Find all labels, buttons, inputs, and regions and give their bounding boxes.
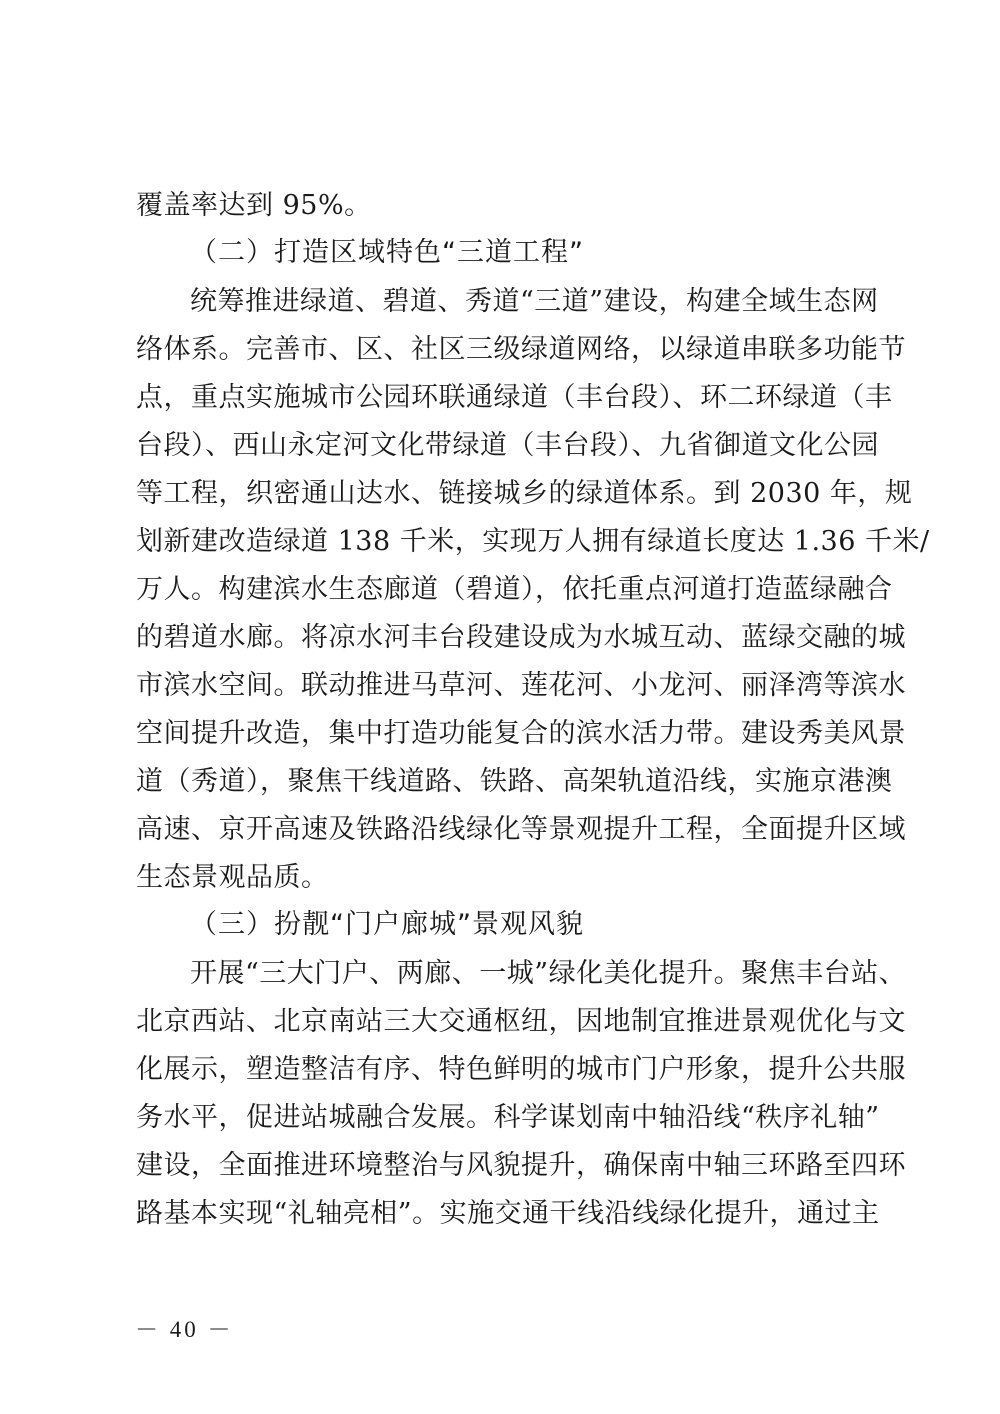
body-text-line: 市滨水空间。联动推进马草河、莲花河、小龙河、丽泽湾等滨水 [136, 670, 906, 701]
paragraph-first-line: 统筹推进绿道、碧道、秀道“三道”建设，构建全域生态网 [190, 286, 879, 317]
body-text-line: 等工程，织密通山达水、链接城乡的绿道体系。到 2030 年，规 [136, 478, 913, 509]
body-text-line: 络体系。完善市、区、社区三级绿道网络，以绿道串联多功能节 [136, 334, 906, 365]
paragraph-first-line: 开展“三大门户、两廊、一城”绿化美化提升。聚焦丰台站、 [190, 958, 907, 989]
body-text-line: 高速、京开高速及铁路沿线绿化等景观提升工程，全面提升区域 [136, 814, 906, 845]
page-number: － 40 － [135, 1317, 234, 1342]
body-text-line: 覆盖率达到 95%。 [136, 190, 372, 221]
body-text-line: 的碧道水廊。将凉水河丰台段建设成为水城互动、蓝绿交融的城 [136, 622, 906, 653]
body-text-line: 北京西站、北京南站三大交通枢纽，因地制宜推进景观优化与文 [136, 1006, 906, 1037]
body-text-line: 路基本实现“礼轴亮相”。实施交通干线沿线绿化提升，通过主 [136, 1198, 880, 1229]
section-heading-two: （二）打造区域特色“三道工程” [190, 237, 584, 268]
body-text-line: 台段）、西山永定河文化带绿道（丰台段）、九省御道文化公园 [136, 430, 879, 461]
body-text-line: 化展示，塑造整洁有序、特色鲜明的城市门户形象，提升公共服 [136, 1054, 906, 1085]
body-text-line: 空间提升改造，集中打造功能复合的滨水活力带。建设秀美风景 [136, 718, 906, 749]
body-text-line: 道（秀道），聚焦干线道路、铁路、高架轨道沿线，实施京港澳 [136, 766, 893, 797]
body-text-line: 建设，全面推进环境整治与风貌提升，确保南中轴三环路至四环 [136, 1150, 906, 1181]
body-text-line: 务水平，促进站城融合发展。科学谋划南中轴沿线“秩序礼轴” [136, 1102, 880, 1133]
body-text-line: 点，重点实施城市公园环联通绿道（丰台段）、环二环绿道（丰 [136, 382, 893, 413]
body-text-line: 万人。构建滨水生态廊道（碧道），依托重点河道打造蓝绿融合 [136, 574, 893, 605]
section-heading-three: （三）扮靓“门户廊城”景观风貌 [190, 909, 584, 940]
body-text-line: 生态景观品质。 [136, 862, 329, 893]
body-text-line: 划新建改造绿道 138 千米，实现万人拥有绿道长度达 1.36 千米/ [136, 526, 930, 557]
